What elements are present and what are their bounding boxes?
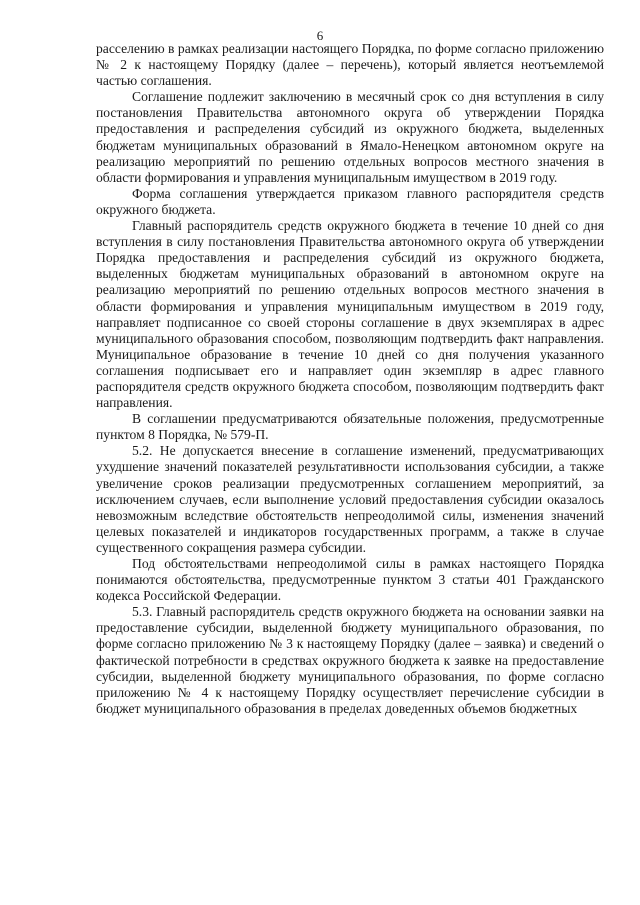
paragraph-5-2: 5.2. Не допускается внесение в соглашение изменений, предусматривающих ухудшение значений показателей результативности использования субсидии, а также увеличение сроков реализации предусмотренных соглашением мероприятий, за исключением случаев, если выполнение условий предоставления субсидии оказалось невозможным вследствие обстоятельств непреодолимой силы, изменения значений целевых показателей и индикаторов государственных программ, а также в случае существенного сокращения размера субсидии. bbox=[96, 443, 604, 555]
paragraph-agreement-form: Форма соглашения утверждается приказом главного распорядителя средств окружного бюджета. bbox=[96, 185, 604, 217]
paragraph-agreement-procedure: Главный распорядитель средств окружного бюджета в течение 10 дней со дня вступления в силу постановления Правительства автономного округа об утверждении Порядка предоставления и распределения субсидий из окружного бюджета, выделенных бюджетам муниципальных образований в автономном округе на реализацию мероприятий по решению отдельных вопросов местного значения в области формирования и управления муниципальным имуществом в 2019 году, направляет подписанное со своей стороны соглашение в двух экземплярах в адрес муниципального образования способом, позволяющим подтвердить факт направления. Муниципальное образование в течение 10 дней со дня получения указанного соглашения подписывает его и направляет один экземпляр в адрес главного распорядителя средств окружного бюджета способом, позволяющим подтвердить факт направления. bbox=[96, 218, 604, 411]
paragraph-agreement-term: Соглашение подлежит заключению в месячный срок со дня вступления в силу постановления Правительства автономного округа об утверждении Порядка предоставления и распределения субсидий из окружного бюджета, выделенных бюджетам муниципальных образований в Ямало-Ненецком автономном округе на реализацию мероприятий по решению отдельных вопросов местного значения в области формирования и управления муниципальным имуществом в 2019 году. bbox=[96, 89, 604, 185]
page-number: 6 bbox=[316, 28, 324, 43]
document-body bbox=[96, 41, 604, 717]
paragraph-force-majeure: Под обстоятельствами непреодолимой силы в рамках настоящего Порядка понимаются обстоятельства, предусмотренные пунктом 3 статьи 401 Гражданского кодекса Российской Федерации. bbox=[96, 556, 604, 604]
paragraph-continuation: расселению в рамках реализации настоящего Порядка, по форме согласно приложению № 2 к настоящему Порядку (далее – перечень), который является неотъемлемой частью соглашения. bbox=[96, 41, 604, 89]
paragraph-5-3: 5.3. Главный распорядитель средств окружного бюджета на основании заявки на предоставление субсидии, выделенной бюджету муниципального образования, по форме согласно приложению № 3 к настоящему Порядку (далее – заявка) и сведений о фактической потребности в средствах окружного бюджета к заявке на предоставление субсидии, выделенной бюджету муниципального образования, по форме согласно приложению № 4 к настоящему Порядку осуществляет перечисление субсидии в бюджет муниципального образования в пределах доведенных объемов бюджетных bbox=[96, 604, 604, 716]
paragraph-mandatory-provisions: В соглашении предусматриваются обязательные положения, предусмотренные пунктом 8 Порядка, № 579-П. bbox=[96, 411, 604, 443]
